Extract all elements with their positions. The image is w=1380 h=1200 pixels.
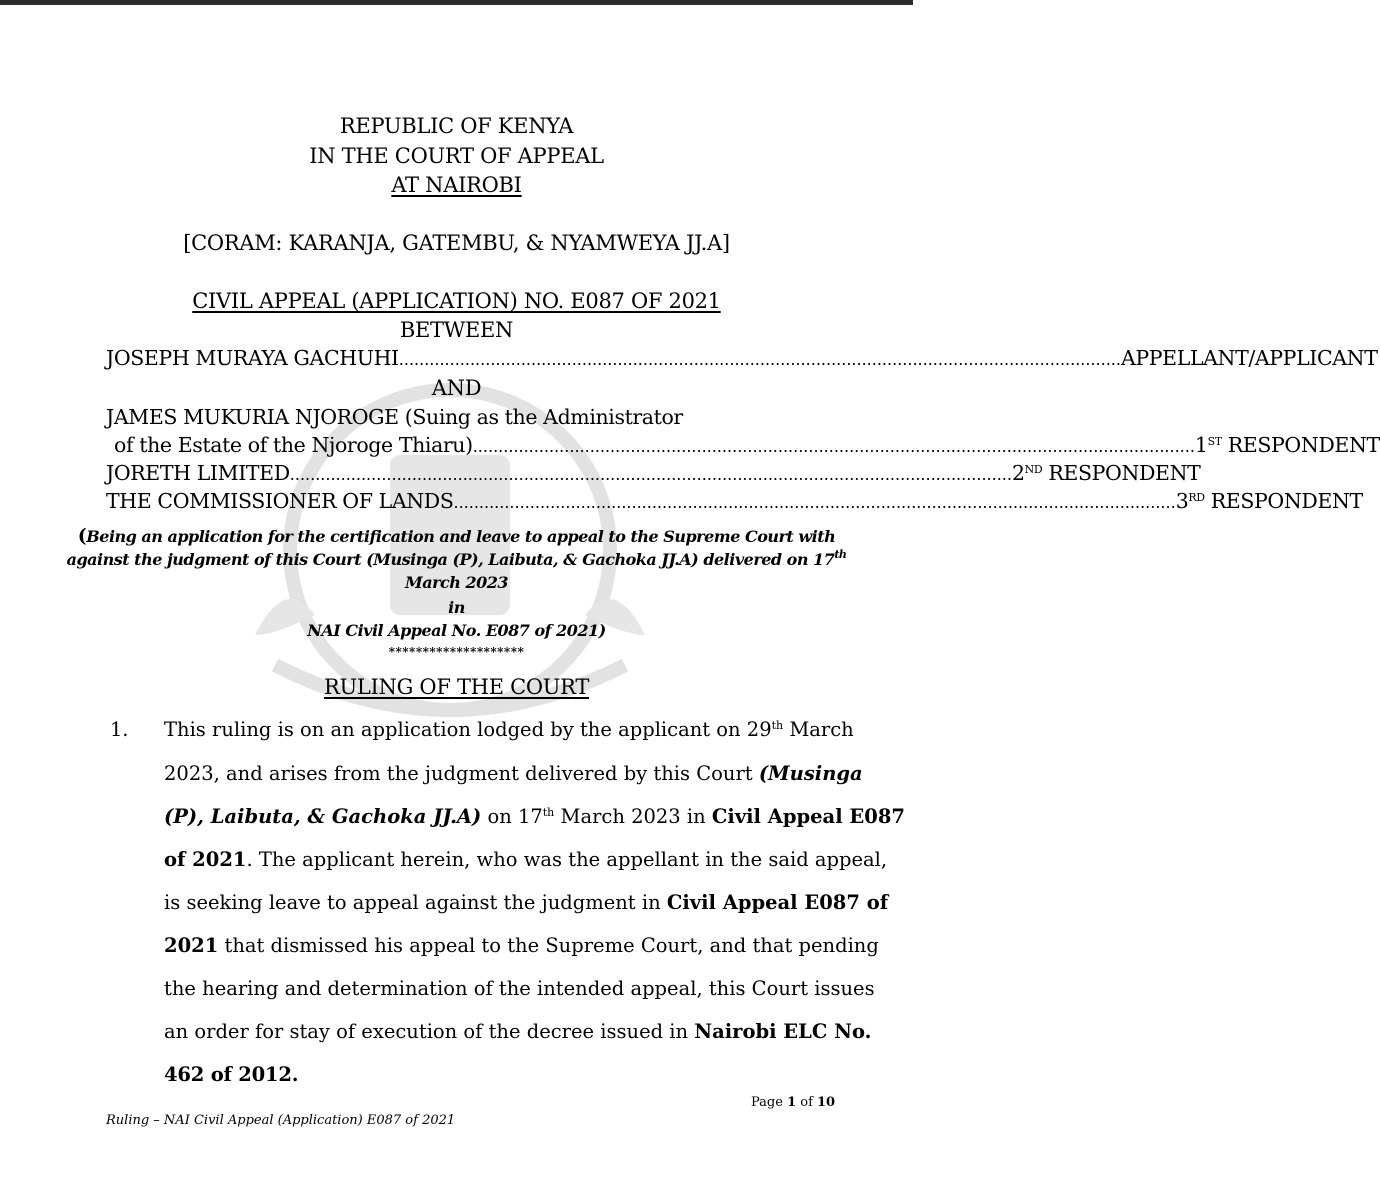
case-title-wrap bbox=[0, 289, 913, 313]
para-line-3 bbox=[164, 805, 905, 828]
para-l1a: This ruling is on an application lodged by the applicant on 29 bbox=[164, 718, 772, 741]
stars-divider: ******************** bbox=[388, 645, 525, 659]
para-l4a: of 2021 bbox=[164, 848, 247, 871]
para-l3d: Civil Appeal E087 bbox=[711, 805, 905, 828]
respondent3-role-text: RESPONDENT bbox=[1204, 489, 1363, 513]
para-l2a: 2023, and arises from the judgment delivered by this Court bbox=[164, 762, 759, 785]
respondent2-role-text: RESPONDENT bbox=[1042, 461, 1201, 485]
description-open-paren: ( bbox=[77, 525, 87, 547]
footer-caption: Ruling – NAI Civil Appeal (Application) E087 of 2021 bbox=[106, 1113, 456, 1128]
and-label: AND bbox=[431, 376, 482, 400]
para-l3sup: th bbox=[542, 806, 555, 819]
para-l4b: . The applicant herein, who was the appellant in the said appeal, bbox=[246, 848, 888, 871]
coram: [CORAM: KARANJA, GATEMBU, & NYAMWEYA JJ.A] bbox=[183, 231, 730, 255]
para-l3c: March 2023 in bbox=[554, 805, 712, 828]
between-label: BETWEEN bbox=[399, 318, 514, 342]
respondent1-name-line1: JAMES MUKURIA NJOROGE (Suing as the Administrator bbox=[106, 405, 683, 429]
para-line-4 bbox=[164, 848, 888, 871]
respondent3-row: THE COMMISSIONER OF LANDS .............................................................................................................................................. 3RD RESPONDENT bbox=[106, 489, 1363, 513]
respondent2-suffix: ND bbox=[1024, 463, 1043, 476]
page-current: 1 bbox=[787, 1095, 797, 1110]
para-l5b: Civil Appeal E087 of bbox=[666, 891, 889, 914]
page-of: of bbox=[796, 1095, 818, 1110]
respondent3-suffix: RD bbox=[1188, 491, 1205, 504]
para-l5a: is seeking leave to appeal against the judgment in bbox=[164, 891, 667, 914]
respondent1-suffix: ST bbox=[1207, 435, 1222, 448]
header-court: IN THE COURT OF APPEAL bbox=[309, 144, 604, 168]
page-number bbox=[751, 1095, 835, 1110]
respondent1-name-line2: of the Estate of the Njoroge Thiaru) bbox=[114, 433, 473, 457]
respondent3-role bbox=[1176, 489, 1363, 513]
appellant-row: JOSEPH MURAYA GACHUHI .............................................................................................................................................. APPELLANT/APPLICANT bbox=[106, 346, 1378, 370]
description-text1: Being an application for the certification and leave to appeal to the Supreme Court with bbox=[86, 527, 836, 546]
para-line-9: 462 of 2012. bbox=[164, 1063, 299, 1086]
respondent1-role bbox=[1195, 433, 1380, 457]
respondent3-ordinal: 3 bbox=[1175, 489, 1189, 513]
para-line-2 bbox=[164, 762, 863, 785]
header-location: AT NAIROBI bbox=[391, 173, 522, 197]
respondent2-name: JORETH LIMITED bbox=[106, 461, 290, 485]
appellant-role: APPELLANT/APPLICANT bbox=[1120, 346, 1378, 370]
para-line-6 bbox=[164, 934, 879, 957]
para-l8b: Nairobi ELC No. bbox=[694, 1020, 872, 1043]
description-line3: March 2023 bbox=[405, 573, 508, 592]
para-l6b: that dismissed his appeal to the Supreme Court, and that pending bbox=[218, 934, 879, 957]
para-line-8 bbox=[164, 1020, 872, 1043]
para-line-5 bbox=[164, 891, 889, 914]
para-line-1 bbox=[164, 718, 854, 741]
respondent2-ordinal: 2 bbox=[1011, 461, 1025, 485]
respondent3-name: THE COMMISSIONER OF LANDS bbox=[106, 489, 454, 513]
header-location-wrap bbox=[0, 173, 913, 197]
page-word: Page bbox=[751, 1095, 788, 1110]
appellant-name: JOSEPH MURAYA GACHUHI bbox=[106, 346, 399, 370]
para-l1b: March bbox=[783, 718, 854, 741]
paragraph-number: 1. bbox=[110, 718, 129, 741]
para-l8a: an order for stay of execution of the decree issued in bbox=[164, 1020, 695, 1043]
header-republic: REPUBLIC OF KENYA bbox=[339, 114, 574, 138]
respondent1-row: of the Estate of the Njoroge Thiaru) .............................................................................................................................................. 1ST RESPONDENT bbox=[114, 433, 1380, 457]
para-l3b: on 17 bbox=[481, 805, 543, 828]
description-line4: in bbox=[448, 598, 465, 617]
para-l1sup: th bbox=[771, 719, 784, 732]
top-edge-bar bbox=[0, 0, 913, 5]
description-text2: against the judgment of this Court (Musinga (P), Laibuta, & Gachoka JJ.A) delivered on 17 bbox=[66, 550, 835, 569]
ruling-heading-wrap bbox=[0, 675, 913, 699]
description-line1 bbox=[0, 525, 913, 547]
respondent1-role-text: RESPONDENT bbox=[1221, 433, 1380, 457]
ruling-heading: RULING OF THE COURT bbox=[323, 675, 590, 699]
para-line-7: the hearing and determination of the intended appeal, this Court issues bbox=[164, 977, 875, 1000]
description-line2 bbox=[0, 550, 913, 569]
para-l3a: (P), Laibuta, & Gachoka JJ.A) bbox=[164, 805, 482, 828]
respondent1-ordinal: 1 bbox=[1194, 433, 1208, 457]
para-l2b: (Musinga bbox=[758, 762, 863, 785]
page-total: 10 bbox=[817, 1095, 836, 1110]
para-l6a: 2021 bbox=[164, 934, 219, 957]
description-sup: th bbox=[834, 548, 847, 561]
case-title: CIVIL APPEAL (APPLICATION) NO. E087 OF 2021 bbox=[192, 289, 721, 313]
description-line5: NAI Civil Appeal No. E087 of 2021) bbox=[307, 621, 606, 640]
respondent2-row: JORETH LIMITED .............................................................................................................................................. 2ND RESPONDENT bbox=[106, 461, 1201, 485]
respondent2-role bbox=[1012, 461, 1200, 485]
